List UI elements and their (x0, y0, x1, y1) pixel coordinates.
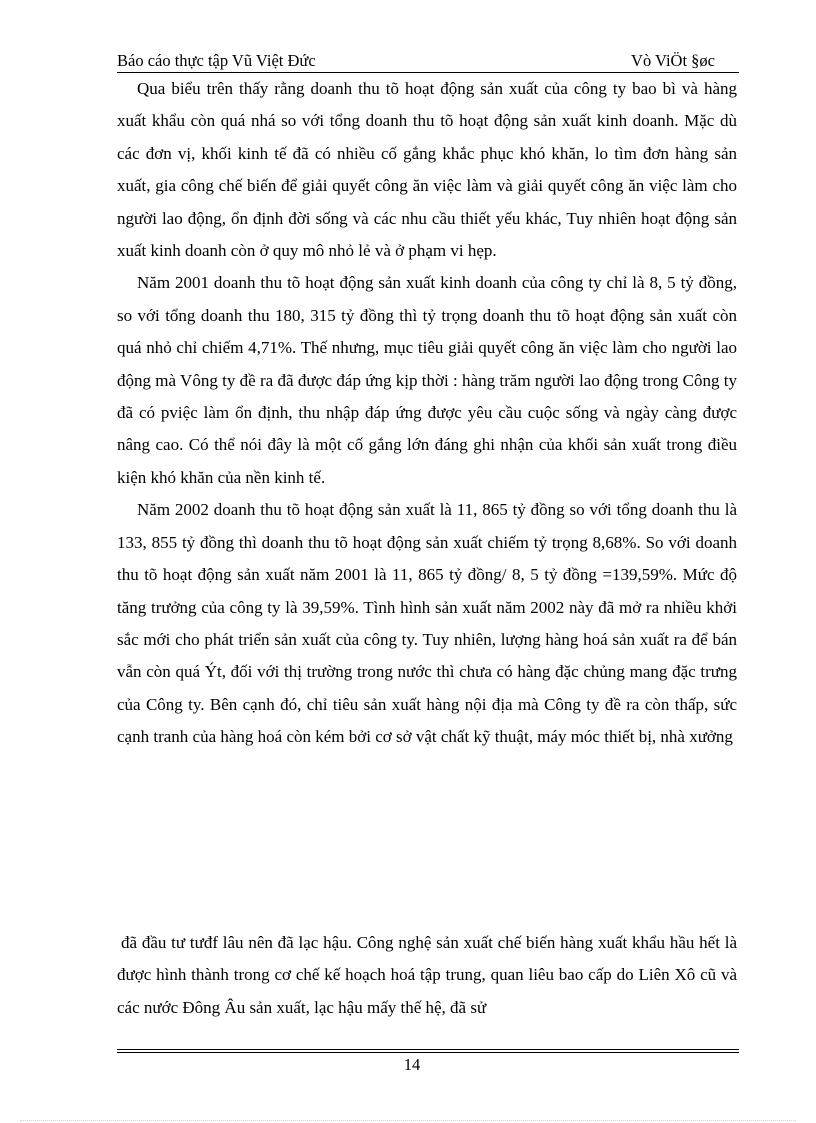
page-edge-divider (20, 1120, 796, 1121)
paragraph: đã đầu tư tưđf lâu nên đã lạc hậu. Công nghệ sản xuất chế biến hàng xuất khẩu hầu hết là được hình thành trong cơ chế kế hoạch hoá tập trung, quan liêu bao cấp do Liên Xô cũ và các nước Đông Âu sản xuất, lạc hậu mấy thế hệ, đã sử (117, 933, 737, 1017)
header-author: Vò ViÖt §øc (631, 51, 715, 70)
continuation-text (117, 927, 737, 1024)
paragraph: Năm 2001 doanh thu tõ hoạt động sản xuất kinh doanh của công ty chỉ là 8, 5 tỷ đồng, so với tổng doanh thu 180, 315 tỷ đồng thì tỷ trọng doanh thu tõ hoạt động sản xuất còn quá nhỏ chỉ chiếm 4,71%. Thế nhưng, mục tiêu giải quyết công ăn việc làm cho người lao động mà Vông ty đề ra đã được đáp ứng kịp thời : hàng trăm người lao động trong Công ty đã có pviệc làm ổn định, thu nhập đáp ứng được yêu cầu cuộc sống và ngày càng được nâng cao. Có thể nói đây là một cố gắng lớn đáng ghi nhận của khối sản xuất trong điều kiện khó khăn của nền kinh tế. (117, 273, 737, 487)
paragraph: Năm 2002 doanh thu tõ hoạt động sản xuất là 11, 865 tỷ đồng so với tổng doanh thu là 133, 855 tỷ đồng thì doanh thu tõ hoạt động sản xuất chiếm tỷ trọng 8,68%. So với doanh thu tõ hoạt động sản xuất năm 2001 là 11, 865 tỷ đồng/ 8, 5 tỷ đồng =139,59%. Mức độ tăng trưởng của công ty là 39,59%. Tình hình sản xuất năm 2002 này đã mở ra nhiều khởi sắc mới cho phát triển sản xuất của công ty. Tuy nhiên, lượng hàng hoá sản xuất ra để bán vẫn còn quá Ýt, đối với thị trường trong nước thì chưa có hàng đặc chủng mang đặc trưng của Công ty. Bên cạnh đó, chỉ tiêu sản xuất hàng nội địa mà Công ty đề ra còn thấp, sức cạnh tranh của hàng hoá còn kém bởi cơ sở vật chất kỹ thuật, máy móc thiết bị, nhà xưởng (117, 500, 737, 747)
footer-divider (117, 1049, 739, 1050)
header-title: Báo cáo thực tập Vũ Việt Đức (117, 51, 316, 70)
body-text (117, 73, 737, 754)
page-number: 14 (403, 1055, 421, 1074)
paragraph: Qua biểu trên thấy rằng doanh thu tõ hoạt động sản xuất của công ty bao bì và hàng xuất khẩu còn quá nhá so với tổng doanh thu tõ hoạt động sản xuất kinh doanh. Mặc dù các đơn vị, khối kinh tế đã có nhiều cố gắng khắc phục khó khăn, lo tìm đơn hàng sản xuất, gia công chế biến để giải quyết công ăn việc làm và giải quyết công ăn việc làm cho người lao động, ổn định đời sống và các nhu cầu thiết yếu khác, Tuy nhiên hoạt động sản xuất kinh doanh còn ở quy mô nhỏ lẻ và ở phạm vi hẹp. (117, 79, 737, 261)
footer-divider (117, 1052, 739, 1053)
page-header (117, 50, 739, 72)
